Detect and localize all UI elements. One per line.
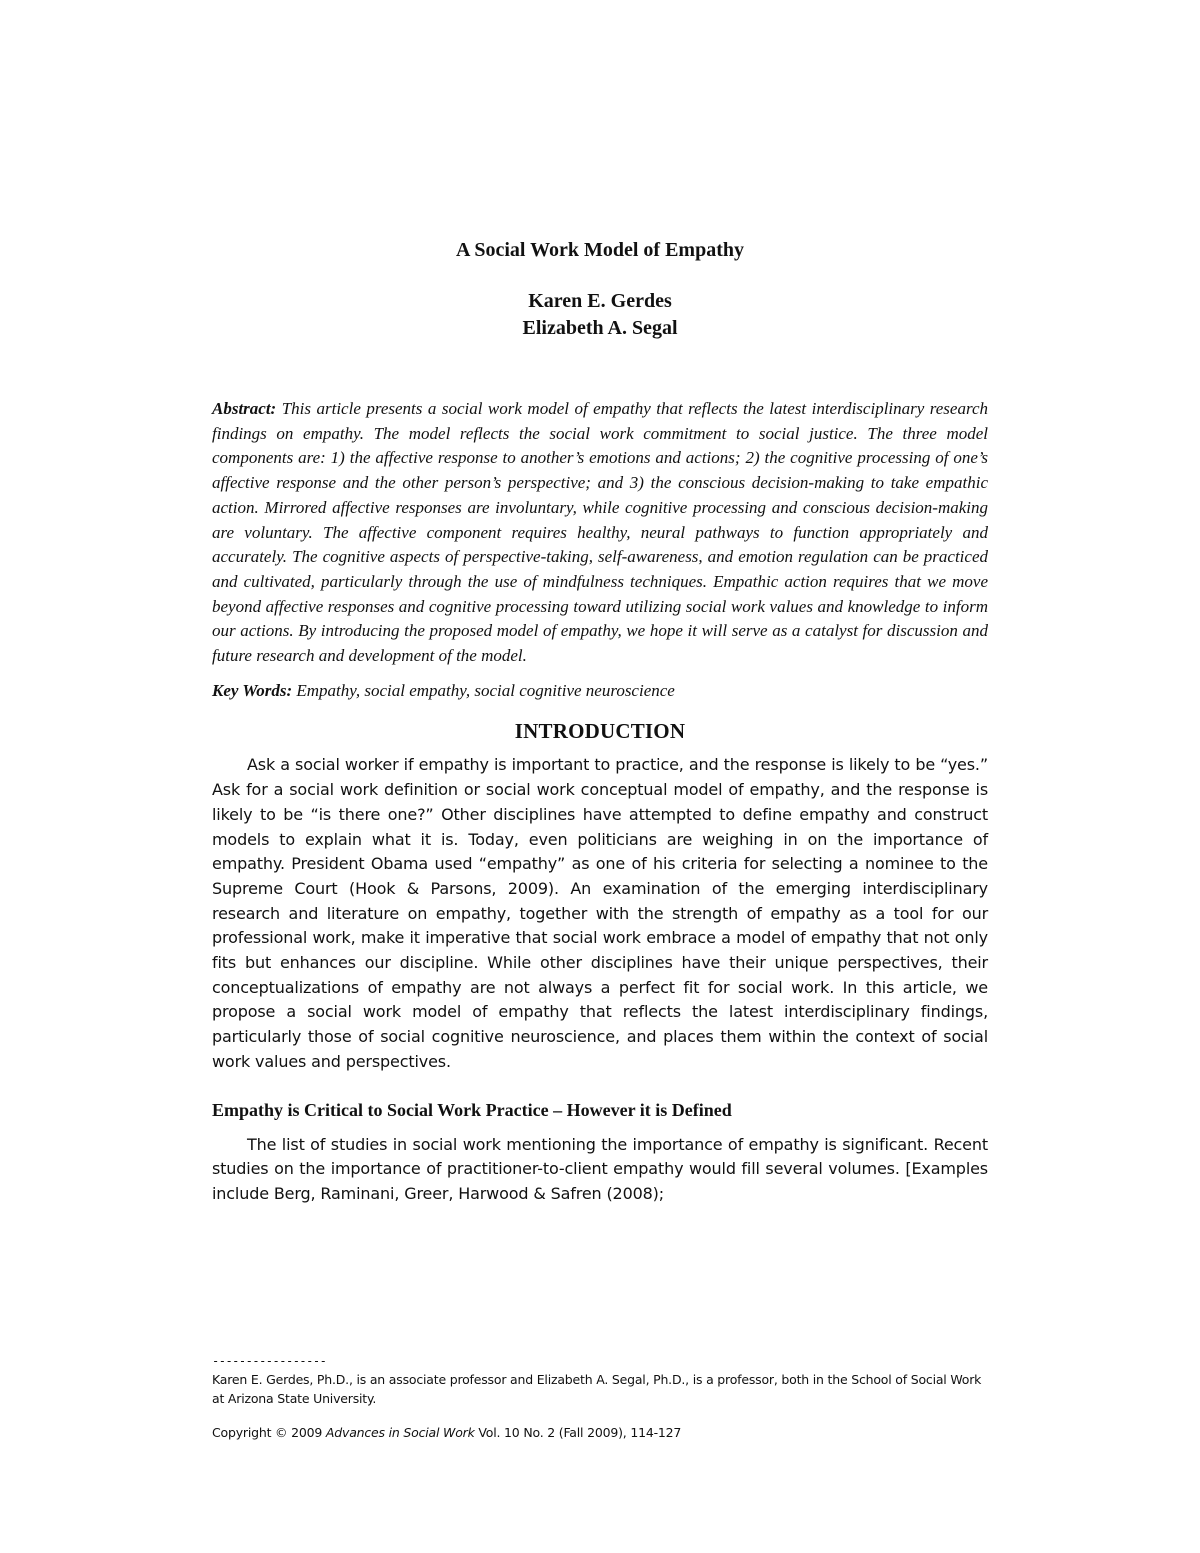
keywords-label: Key Words: [212,680,293,700]
abstract-label: Abstract: [212,399,277,418]
copyright-prefix: Copyright © 2009 [212,1425,323,1440]
author-name: Karen E. Gerdes [528,290,672,312]
section-paragraph: The list of studies in social work mentioning the importance of empathy is significant. Recent studies on the importance of practitioner-to-client empathy would fill several volumes. [Examples include Berg, Raminani, Greer, Harwood & Safren (2008); [212,1134,988,1203]
introduction-heading: INTRODUCTION [514,719,686,744]
section-subheading: Empathy is Critical to Social Work Practice – However it is Defined [212,1099,732,1120]
abstract-text: This article presents a social work model of empathy that reflects the latest interdisciplinary research findings on empathy. The model reflects the social work commitment to social justice. The three model components are: 1) the affective response to another’s emotions and actions; 2) the cognitive processing of one’s affective response and the other person’s perspective; and 3) the conscious decision-making to take empathic action. Mirrored affective responses are involuntary, while cognitive processing and conscious decision-making are voluntary. The affective component requires healthy, neural pathways to function appropriately and accurately. The cognitive aspects of perspective-taking, self-awareness, and emotion regulation can be practiced and cultivated, particularly through the use of mindfulness techniques. Empathic action requires that we move beyond affective responses and cognitive processing toward utilizing social work values and knowledge to inform our actions. By introducing the proposed model of empathy, we hope it will serve as a catalyst for discussion and future research and development of the model. [212,399,989,666]
journal-name: Advances in Social Work [325,1425,475,1440]
introduction-paragraph: Ask a social worker if empathy is important to practice, and the response is likely to be “yes.” Ask for a social work definition or social work conceptual model of empathy, and the response is likely to be “is there one?” Other disciplines have attempted to define empathy and construct models to explain what it is. Today, even politicians are weighing in on the importance of empathy. President Obama used “empathy” as one of his criteria for selecting a nominee to the Supreme Court (Hook & Parsons, 2009). An examination of the emerging interdisciplinary research and literature on empathy, together with the strength of empathy as a tool for our professional work, make it imperative that social work embrace a model of empathy that not only fits but enhances our discipline. While other disciplines have their unique perspectives, their conceptualizations of empathy are not always a perfect fit for social work. In this article, we propose a social work model of empathy that reflects the latest interdisciplinary findings, particularly those of social cognitive neuroscience, and places them within the context of social work values and perspectives. [212,755,988,1071]
article-page [212,236,988,1207]
author-footnote: Karen E. Gerdes, Ph.D., is an associate professor and Elizabeth A. Segal, Ph.D., is a professor, both in the School of Social Work at Arizona State University. [212,1372,982,1406]
copyright-line [212,1424,681,1442]
author-list [212,288,988,342]
copyright-volume: Vol. 10 No. 2 (Fall 2009), 114-127 [478,1425,682,1440]
footnote-divider: ----------------- [212,1354,327,1368]
article-title: A Social Work Model of Empathy [456,239,744,261]
abstract [212,397,988,669]
keywords [212,679,988,704]
keywords-text: Empathy, social empathy, social cognitive neuroscience [296,680,675,700]
author-name: Elizabeth A. Segal [522,317,678,339]
